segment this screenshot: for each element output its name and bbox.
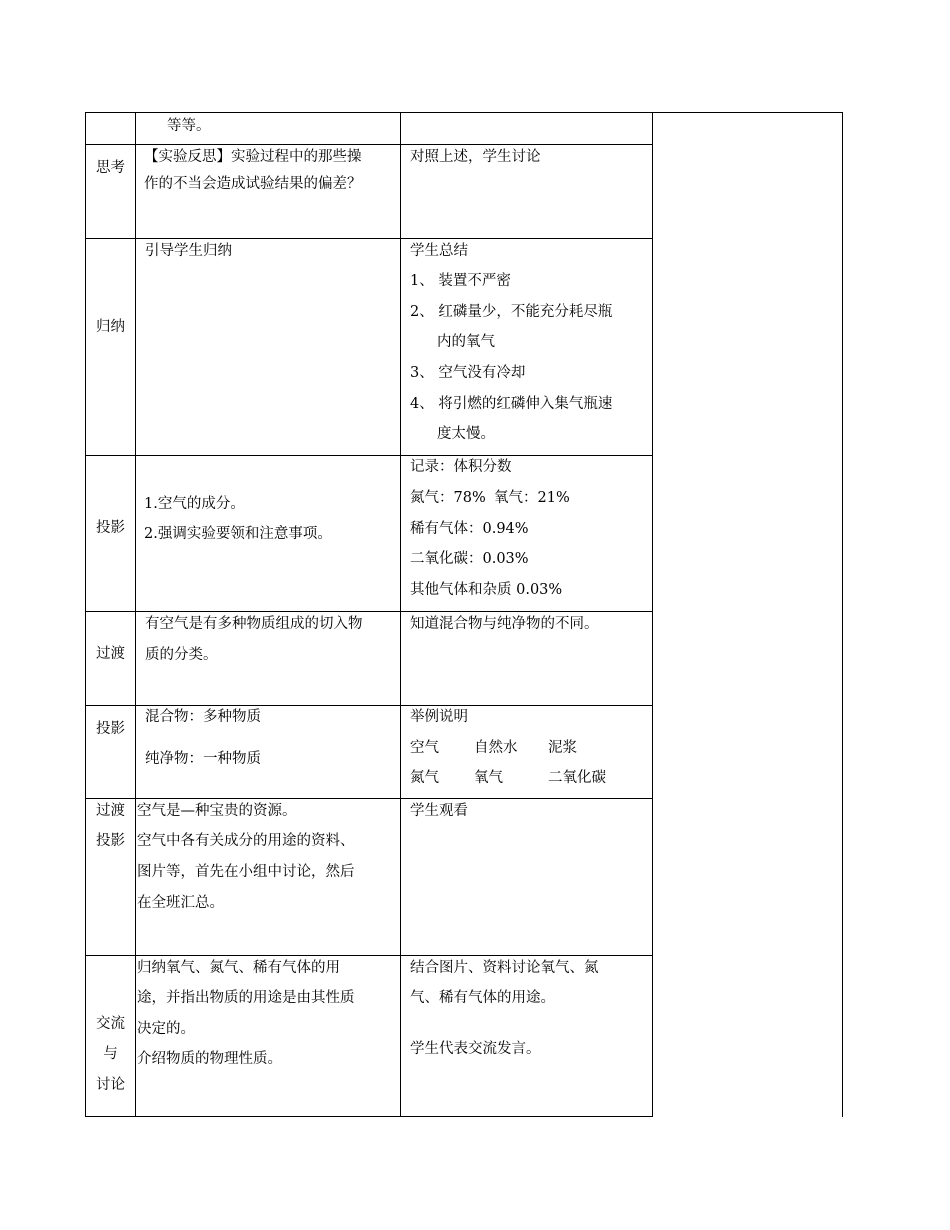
column-divider (652, 112, 653, 1117)
table-border-bottom (85, 1116, 652, 1117)
teacher-text: 1.空气的成分。 (144, 496, 245, 512)
teacher-text: 作的不当会造成试验结果的偏差？ (144, 176, 362, 192)
teacher-text: 引导学生归纳 (145, 243, 232, 259)
row-divider (85, 455, 652, 456)
student-text: 2、 红磷量少，不能充分耗尽瓶 (410, 304, 613, 320)
row-label: 投影 (96, 520, 125, 536)
student-text: 二氧化碳：0.03% (410, 551, 529, 567)
student-text: 3、 空气没有冷却 (410, 365, 526, 381)
teacher-text: 空气是—种宝贵的资源。 (137, 803, 297, 819)
student-text: 知道混合物与纯净物的不同。 (410, 616, 599, 632)
row-divider (85, 144, 652, 145)
row-label: 过渡 (96, 803, 125, 819)
student-text: 气、稀有气体的用途。 (410, 990, 555, 1006)
row-label: 讨论 (96, 1077, 125, 1093)
student-text: 学生代表交流发言。 (410, 1041, 541, 1057)
row-label: 与 (103, 1046, 118, 1062)
student-text: 氮气：78% (410, 490, 486, 506)
column-divider (400, 112, 401, 1117)
teacher-text: 2.强调实验要领和注意事项。 (144, 526, 332, 542)
student-text: 结合图片、资料讨论氧气、氮 (410, 960, 599, 976)
student-text: 对照上述，学生讨论 (410, 149, 541, 165)
row-divider (85, 238, 652, 239)
teacher-text: 途，并指出物质的用途是由其性质 (137, 990, 355, 1006)
teacher-text: 图片等，首先在小组中讨论，然后 (137, 864, 355, 880)
row-divider (85, 705, 652, 706)
row-divider (85, 611, 652, 612)
row-divider (85, 798, 652, 799)
student-text: 自然水 (474, 740, 518, 756)
teacher-text: 混合物：多种物质 (145, 709, 261, 725)
teacher-text: 纯净物：一种物质 (145, 751, 261, 767)
student-text: 举例说明 (410, 709, 468, 725)
student-text: 氮气 (410, 770, 439, 786)
teacher-text: 介绍物质的物理性质。 (137, 1051, 282, 1067)
student-text: 1、 装置不严密 (410, 273, 511, 289)
student-text: 学生观看 (410, 803, 468, 819)
column-divider (135, 112, 136, 1117)
student-text: 其他气体和杂质 0.03% (410, 582, 563, 598)
row-label: 投影 (96, 833, 125, 849)
student-text: 学生总结 (410, 243, 468, 259)
row-label: 投影 (96, 721, 125, 737)
student-text: 泥浆 (548, 740, 577, 756)
row-label: 交流 (96, 1016, 125, 1032)
table-border-right (842, 112, 843, 1117)
table-border-left (85, 112, 86, 1117)
row-label: 思考 (96, 160, 125, 176)
student-text: 空气 (410, 740, 439, 756)
teacher-text: 在全班汇总。 (137, 895, 224, 911)
row-divider (85, 955, 652, 956)
row-label: 过渡 (96, 646, 125, 662)
teacher-text: 质的分类。 (145, 647, 218, 663)
teacher-text: 决定的。 (137, 1021, 195, 1037)
teacher-text: 等等。 (167, 118, 211, 134)
student-text: 内的氧气 (437, 334, 495, 350)
student-text: 4、 将引燃的红磷伸入集气瓶速 (410, 396, 613, 412)
teacher-text: 【实验反思】实验过程中的那些操 (144, 149, 362, 165)
student-text: 氧气 (474, 770, 503, 786)
student-text: 稀有气体：0.94% (410, 521, 529, 537)
table-border-top (85, 112, 843, 113)
student-text: 记录：体积分数 (410, 459, 512, 475)
teacher-text: 有空气是有多种物质组成的切入物 (145, 616, 363, 632)
row-label: 归纳 (96, 319, 125, 335)
teacher-text: 归纳氧气、氮气、稀有气体的用 (137, 960, 340, 976)
student-text: 度太慢。 (437, 426, 495, 442)
student-text: 氧气：21% (494, 490, 570, 506)
student-text: 二氧化碳 (548, 770, 606, 786)
teacher-text: 空气中各有关成分的用途的资料、 (137, 833, 355, 849)
